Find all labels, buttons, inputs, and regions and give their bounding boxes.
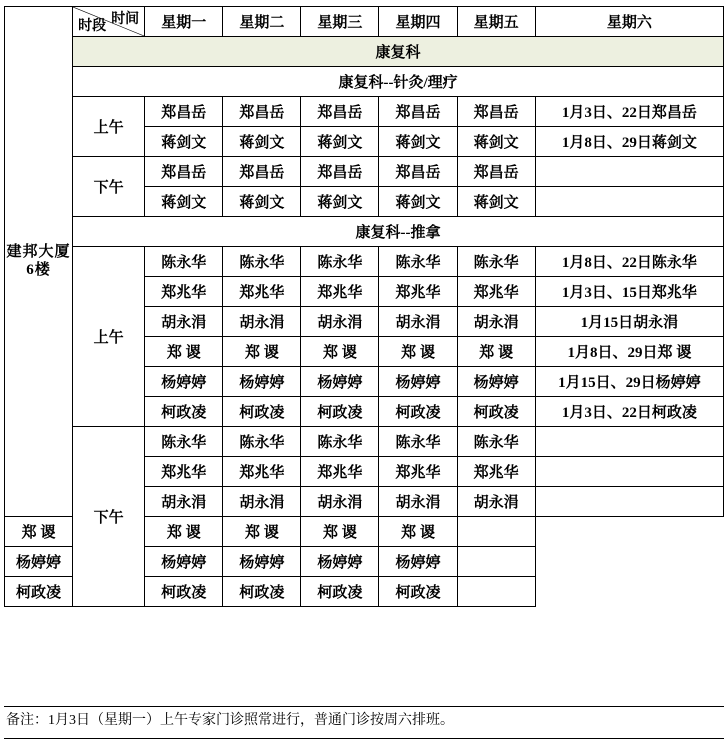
- cell-doctor: 郑 谡: [5, 517, 73, 547]
- cell-doctor: 蒋剑文: [379, 187, 457, 217]
- cell-doctor: 柯政凌: [379, 577, 457, 607]
- cell-empty: [535, 427, 723, 457]
- cell-doctor: 郑昌岳: [379, 97, 457, 127]
- cell-doctor: 郑 谡: [223, 517, 301, 547]
- cell-doctor-saturday: 1月8日、29日蒋剑文: [535, 127, 723, 157]
- cell-doctor: 陈永华: [301, 427, 379, 457]
- cell-empty: [535, 157, 723, 187]
- cell-doctor: 郑昌岳: [457, 97, 535, 127]
- table-row: [5, 427, 724, 457]
- cell-doctor: 郑兆华: [301, 277, 379, 307]
- cell-doctor: 郑兆华: [145, 277, 223, 307]
- cell-doctor: 郑兆华: [379, 457, 457, 487]
- cell-doctor: 杨婷婷: [379, 547, 457, 577]
- cell-doctor: 胡永涓: [145, 487, 223, 517]
- cell-empty: [535, 187, 723, 217]
- cell-doctor: 蒋剑文: [301, 127, 379, 157]
- day-header-friday: 星期五: [457, 7, 535, 37]
- cell-doctor-saturday: 1月3日、15日郑兆华: [535, 277, 723, 307]
- cell-doctor: 杨婷婷: [223, 367, 301, 397]
- cell-doctor: 郑昌岳: [145, 157, 223, 187]
- cell-doctor: 郑 谡: [457, 337, 535, 367]
- table-row: [5, 157, 724, 187]
- tuina-banner-row: [5, 217, 724, 247]
- department-banner-row: [5, 37, 724, 67]
- period-label-morning-tuina: 上午: [73, 247, 145, 427]
- cell-doctor: 胡永涓: [301, 487, 379, 517]
- cell-doctor: 杨婷婷: [379, 367, 457, 397]
- cell-doctor: 杨婷婷: [5, 547, 73, 577]
- cell-doctor: 柯政凌: [379, 397, 457, 427]
- cell-empty: [457, 577, 535, 607]
- acupuncture-banner-row: [5, 67, 724, 97]
- cell-doctor: 郑兆华: [301, 457, 379, 487]
- cell-doctor: 杨婷婷: [145, 547, 223, 577]
- cell-doctor: 胡永涓: [223, 307, 301, 337]
- period-label-morning-acupuncture: 上午: [73, 97, 145, 157]
- cell-doctor-saturday: 1月8日、29日郑 谡: [535, 337, 723, 367]
- cell-doctor-saturday: 1月15日、29日杨婷婷: [535, 367, 723, 397]
- schedule-table: [4, 6, 724, 607]
- table-row: [5, 247, 724, 277]
- cell-doctor: 蒋剑文: [223, 187, 301, 217]
- cell-doctor: 蒋剑文: [301, 187, 379, 217]
- cell-doctor: 郑昌岳: [379, 157, 457, 187]
- cell-doctor: 郑昌岳: [145, 97, 223, 127]
- footer-divider-bottom: [4, 738, 724, 739]
- period-label-afternoon-acupuncture: 下午: [73, 157, 145, 217]
- cell-doctor: 胡永涓: [379, 487, 457, 517]
- table-row: [5, 97, 724, 127]
- corner-label-time: 时间: [111, 12, 140, 27]
- day-header-monday: 星期一: [145, 7, 223, 37]
- cell-doctor: 蒋剑文: [145, 187, 223, 217]
- section-title-tuina: 康复科--推拿: [73, 217, 724, 247]
- cell-doctor: 柯政凌: [457, 397, 535, 427]
- cell-doctor: 杨婷婷: [457, 367, 535, 397]
- cell-doctor: 郑兆华: [223, 277, 301, 307]
- table-header-row: [5, 7, 724, 37]
- cell-doctor: 陈永华: [145, 247, 223, 277]
- cell-doctor: 蒋剑文: [379, 127, 457, 157]
- cell-doctor: 蒋剑文: [457, 127, 535, 157]
- cell-doctor: 郑兆华: [379, 277, 457, 307]
- cell-doctor: 陈永华: [301, 247, 379, 277]
- cell-doctor: 郑 谡: [379, 337, 457, 367]
- cell-doctor: 陈永华: [457, 427, 535, 457]
- cell-doctor: 杨婷婷: [223, 547, 301, 577]
- period-label-afternoon-tuina: 下午: [73, 427, 145, 607]
- cell-doctor: 郑兆华: [145, 457, 223, 487]
- cell-doctor: 柯政凌: [301, 397, 379, 427]
- cell-doctor: 柯政凌: [223, 397, 301, 427]
- cell-empty: [535, 457, 723, 487]
- cell-doctor: 胡永涓: [223, 487, 301, 517]
- cell-doctor: 胡永涓: [457, 487, 535, 517]
- cell-doctor-saturday: 1月15日胡永涓: [535, 307, 723, 337]
- cell-doctor: 郑 谡: [145, 517, 223, 547]
- cell-doctor: 郑 谡: [379, 517, 457, 547]
- cell-doctor: 杨婷婷: [145, 367, 223, 397]
- cell-doctor: 郑兆华: [457, 457, 535, 487]
- cell-doctor: 郑昌岳: [223, 97, 301, 127]
- cell-doctor: 柯政凌: [145, 577, 223, 607]
- schedule-sheet: [0, 6, 728, 741]
- cell-doctor: 郑兆华: [223, 457, 301, 487]
- cell-empty: [457, 547, 535, 577]
- cell-doctor-saturday: 1月8日、22日陈永华: [535, 247, 723, 277]
- cell-doctor: 柯政凌: [301, 577, 379, 607]
- cell-empty: [535, 487, 723, 517]
- cell-doctor: 柯政凌: [223, 577, 301, 607]
- cell-doctor: 陈永华: [145, 427, 223, 457]
- day-header-thursday: 星期四: [379, 7, 457, 37]
- cell-doctor: 陈永华: [379, 247, 457, 277]
- location-label: 建邦大厦6楼: [5, 7, 73, 517]
- day-header-tuesday: 星期二: [223, 7, 301, 37]
- section-title-acupuncture: 康复科--针灸/理疗: [73, 67, 724, 97]
- cell-doctor: 胡永涓: [145, 307, 223, 337]
- day-header-saturday: 星期六: [535, 7, 723, 37]
- cell-doctor: 郑昌岳: [457, 157, 535, 187]
- cell-doctor: 蒋剑文: [223, 127, 301, 157]
- cell-doctor: 郑 谡: [223, 337, 301, 367]
- footer-note: 备注：1月3日（星期一）上午专家门诊照常进行，普通门诊按周六排班。: [6, 713, 454, 728]
- cell-empty: [457, 517, 535, 547]
- cell-doctor-saturday: 1月3日、22日柯政凌: [535, 397, 723, 427]
- cell-doctor: 柯政凌: [145, 397, 223, 427]
- cell-doctor: 陈永华: [223, 247, 301, 277]
- cell-doctor: 郑 谡: [301, 337, 379, 367]
- cell-doctor: 陈永华: [379, 427, 457, 457]
- cell-doctor: 柯政凌: [5, 577, 73, 607]
- cell-doctor-saturday: 1月3日、22日郑昌岳: [535, 97, 723, 127]
- cell-doctor: 郑昌岳: [301, 157, 379, 187]
- cell-doctor: 胡永涓: [457, 307, 535, 337]
- section-title-rehab: 康复科: [73, 37, 724, 67]
- corner-label-period: 时段: [78, 19, 107, 34]
- cell-doctor: 陈永华: [457, 247, 535, 277]
- footer-divider-top: [4, 706, 724, 707]
- day-header-wednesday: 星期三: [301, 7, 379, 37]
- cell-doctor: 蒋剑文: [457, 187, 535, 217]
- cell-doctor: 郑昌岳: [301, 97, 379, 127]
- cell-doctor: 杨婷婷: [301, 547, 379, 577]
- cell-doctor: 胡永涓: [379, 307, 457, 337]
- time-period-corner-cell: [73, 7, 145, 37]
- cell-doctor: 杨婷婷: [301, 367, 379, 397]
- cell-doctor: 郑 谡: [145, 337, 223, 367]
- cell-doctor: 郑 谡: [301, 517, 379, 547]
- cell-doctor: 陈永华: [223, 427, 301, 457]
- cell-doctor: 郑昌岳: [223, 157, 301, 187]
- cell-doctor: 郑兆华: [457, 277, 535, 307]
- cell-doctor: 蒋剑文: [145, 127, 223, 157]
- cell-doctor: 胡永涓: [301, 307, 379, 337]
